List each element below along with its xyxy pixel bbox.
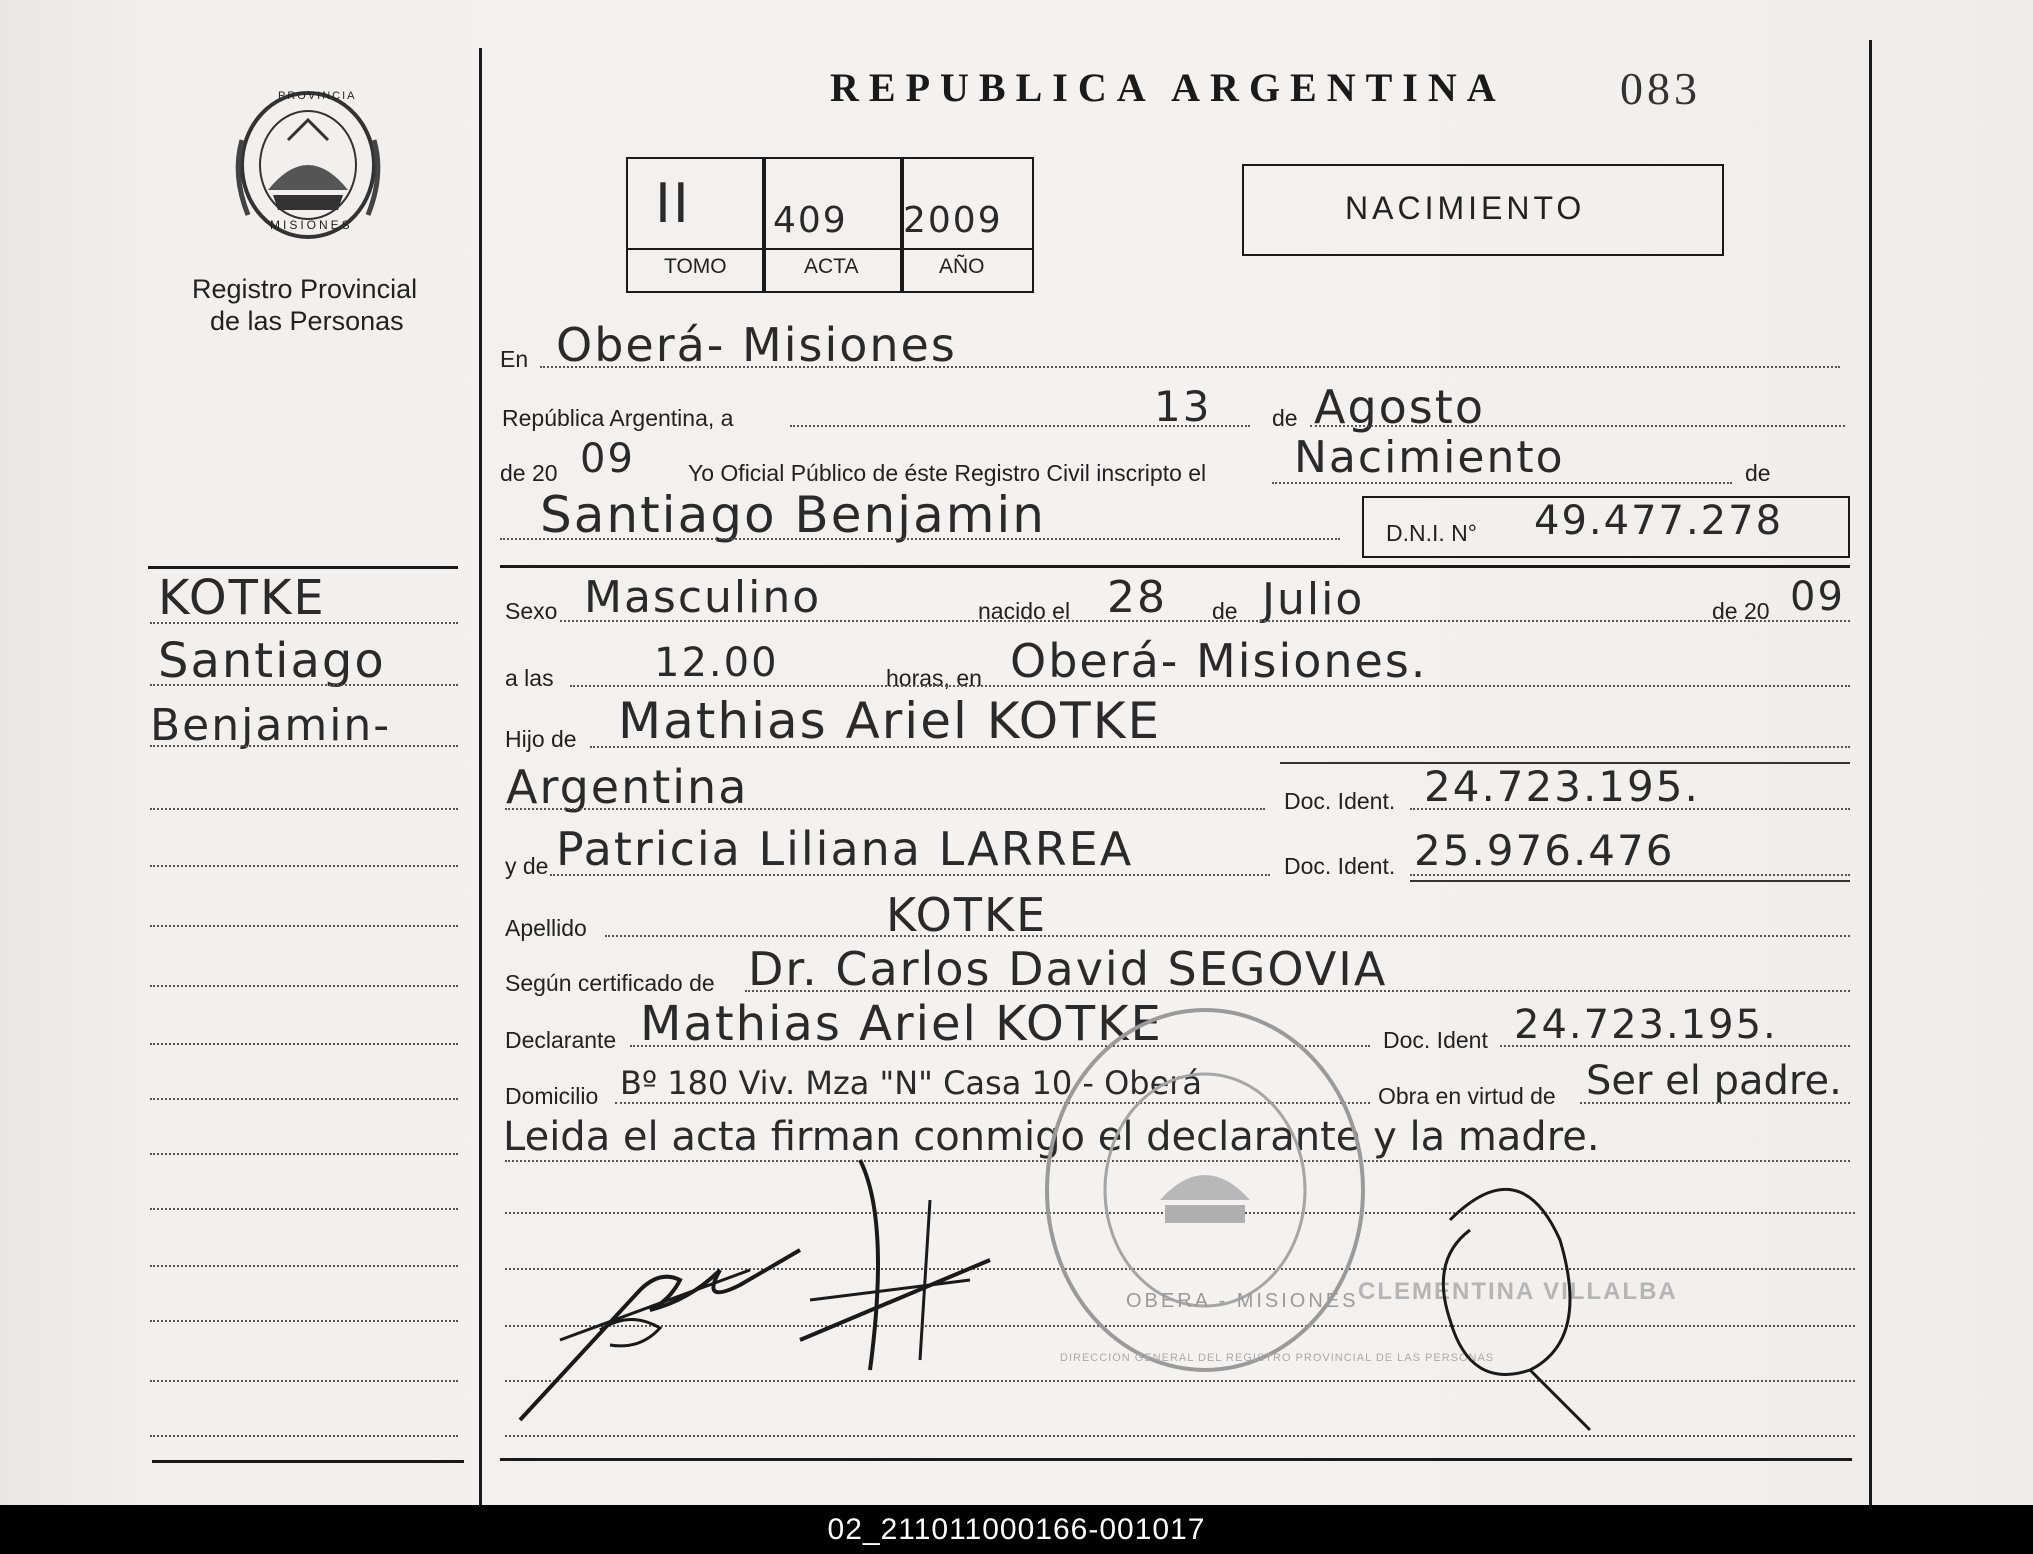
republica-label: República Argentina, a <box>502 405 734 431</box>
child-name-line <box>500 538 1340 540</box>
father-doc-value: 24.723.195. <box>1424 762 1700 811</box>
de20-label: de 20 <box>1712 598 1770 624</box>
father-doc-line <box>1410 808 1850 810</box>
declarante-label: Declarante <box>505 1027 617 1053</box>
segun-value: Dr. Carlos David SEGOVIA <box>748 942 1388 996</box>
birth-place-value: Oberá- Misiones. <box>1010 634 1428 688</box>
de-label-3: de <box>1212 598 1238 624</box>
signature-middle <box>790 1140 1010 1390</box>
seal-text-top: PROVINCIA <box>278 90 357 102</box>
mother-doc-value: 25.976.476 <box>1414 826 1675 875</box>
signature-line-5 <box>505 1435 1855 1437</box>
day-value: 13 <box>1154 382 1212 431</box>
inscripto-line <box>1272 482 1732 484</box>
section-rule-bottom <box>500 1458 1852 1461</box>
declarante-doc-line <box>1500 1045 1850 1047</box>
sidebar-first-name: Santiago <box>158 633 386 689</box>
apellido-value: KOTKE <box>886 888 1048 942</box>
father-value: Mathias Ariel KOTKE <box>618 692 1162 750</box>
domicilio-label: Domicilio <box>505 1083 599 1109</box>
file-id: 02_211011000166-001017 <box>827 1512 1206 1546</box>
birth-month-value: Julio <box>1262 574 1365 625</box>
leida-value: Leida el acta firman conmigo el declarante y la madre. <box>503 1114 1600 1160</box>
year-value: 09 <box>580 436 635 482</box>
record-type: NACIMIENTO <box>1345 190 1586 226</box>
sidebar-line-4 <box>150 808 458 810</box>
en-label: En <box>500 346 529 372</box>
en-line <box>540 366 1840 368</box>
doc-ident-label-2: Doc. Ident <box>1383 1027 1488 1053</box>
obra-label: Obra en virtud de <box>1378 1083 1556 1109</box>
sidebar-line-15 <box>150 1435 458 1437</box>
hora-value: 12.00 <box>654 640 779 686</box>
acta-label: ACTA <box>804 255 859 278</box>
child-name-value: Santiago Benjamin <box>540 486 1046 544</box>
sidebar-surname: KOTKE <box>158 570 326 626</box>
y-de-label: y de <box>505 853 549 879</box>
mother-solid-rule <box>1410 880 1850 882</box>
segun-label: Según certificado de <box>505 970 715 996</box>
obra-value: Ser el padre. <box>1586 1058 1842 1104</box>
nacido-label: nacido el <box>978 598 1071 624</box>
year-prefix-label: de 20 <box>500 460 558 486</box>
nationality-line <box>505 808 1265 810</box>
doc-ident-label-mother: Doc. Ident. <box>1284 853 1396 879</box>
official-name-stamp: CLEMENTINA VILLALBA <box>1358 1278 1678 1305</box>
sidebar-line-9 <box>150 1098 458 1100</box>
signature-left <box>500 1210 820 1430</box>
a-las-label: a las <box>505 665 554 691</box>
apellido-line <box>605 935 1850 937</box>
month-value: Agosto <box>1314 380 1485 434</box>
doc-ident-label: Doc. Ident. <box>1284 788 1396 814</box>
sidebar-line-6 <box>150 925 458 927</box>
seal-text-bottom: MISIONES <box>270 218 353 232</box>
hijo-line <box>590 746 1850 748</box>
stamp-ring-text: DIRECCION GENERAL DEL REGISTRO PROVINCIAL DE LAS PERSONAS <box>1060 1352 1495 1364</box>
obra-line <box>1580 1102 1850 1104</box>
record-box-divider <box>626 248 1032 250</box>
file-id-footer <box>0 1505 2033 1554</box>
sidebar-line-2 <box>150 684 458 686</box>
father-nationality-value: Argentina <box>506 760 749 814</box>
country-title: REPUBLICA ARGENTINA <box>830 65 1506 110</box>
sidebar-line-10 <box>150 1153 458 1155</box>
mother-doc-line <box>1410 874 1850 876</box>
sidebar-line-12 <box>150 1265 458 1267</box>
signature-right <box>1390 1140 1620 1440</box>
en-value: Oberá- Misiones <box>556 318 957 372</box>
official-stamp <box>1040 1000 1370 1380</box>
sexo-line <box>560 620 1850 622</box>
registry-name-line2: de las Personas <box>210 306 404 336</box>
sidebar-line-7 <box>150 985 458 987</box>
apellido-label: Apellido <box>505 915 587 941</box>
tomo-label: TOMO <box>664 255 727 278</box>
sidebar-bottom-rule <box>152 1460 464 1463</box>
birth-year-value: 09 <box>1790 574 1845 620</box>
sidebar-line-8 <box>150 1043 458 1045</box>
sexo-label: Sexo <box>505 598 558 624</box>
de-label: de <box>1272 405 1298 431</box>
domicilio-value: Bº 180 Viv. Mza "N" Casa 10 - Oberá <box>620 1064 1203 1102</box>
month-line <box>1310 425 1845 427</box>
declarante-doc-value: 24.723.195. <box>1514 1002 1778 1048</box>
acta-value: 409 <box>773 200 848 241</box>
sidebar-line-5 <box>150 865 458 867</box>
hijo-label: Hijo de <box>505 726 577 752</box>
a-las-line <box>570 685 1850 687</box>
dni-label: D.N.I. N° <box>1386 520 1477 546</box>
section-rule-1 <box>500 565 1850 568</box>
sidebar-top-rule <box>148 566 458 569</box>
sidebar-line-13 <box>150 1320 458 1322</box>
segun-line <box>745 990 1850 992</box>
sidebar-line-3 <box>150 745 458 747</box>
anio-value: 2009 <box>903 200 1003 241</box>
sidebar-line-1 <box>150 622 458 624</box>
declarante-value: Mathias Ariel KOTKE <box>640 996 1163 1052</box>
birth-day-value: 28 <box>1107 572 1167 623</box>
inscripto-value: Nacimiento <box>1294 432 1565 483</box>
sidebar-middle-name: Benjamin- <box>150 700 392 751</box>
oficial-label: Yo Oficial Público de éste Registro Civil inscripto el <box>688 460 1207 486</box>
mother-line <box>550 874 1270 876</box>
page-number: 083 <box>1620 63 1701 114</box>
stamp-center-text: OBERA - MISIONES <box>1126 1290 1359 1312</box>
anio-label: AÑO <box>939 255 985 278</box>
mother-value: Patricia Liliana LARREA <box>556 822 1134 876</box>
sexo-value: Masculino <box>584 572 822 623</box>
left-column-border <box>479 48 482 1505</box>
sidebar-line-14 <box>150 1380 458 1382</box>
tomo-value: II <box>655 172 691 235</box>
de-label-2: de <box>1745 460 1771 486</box>
sidebar-line-11 <box>150 1208 458 1210</box>
right-page-border <box>1869 40 1872 1505</box>
dni-value: 49.477.278 <box>1534 498 1784 544</box>
horas-en-label: horas, en <box>886 665 982 691</box>
registry-name-line1: Registro Provincial <box>192 274 418 304</box>
